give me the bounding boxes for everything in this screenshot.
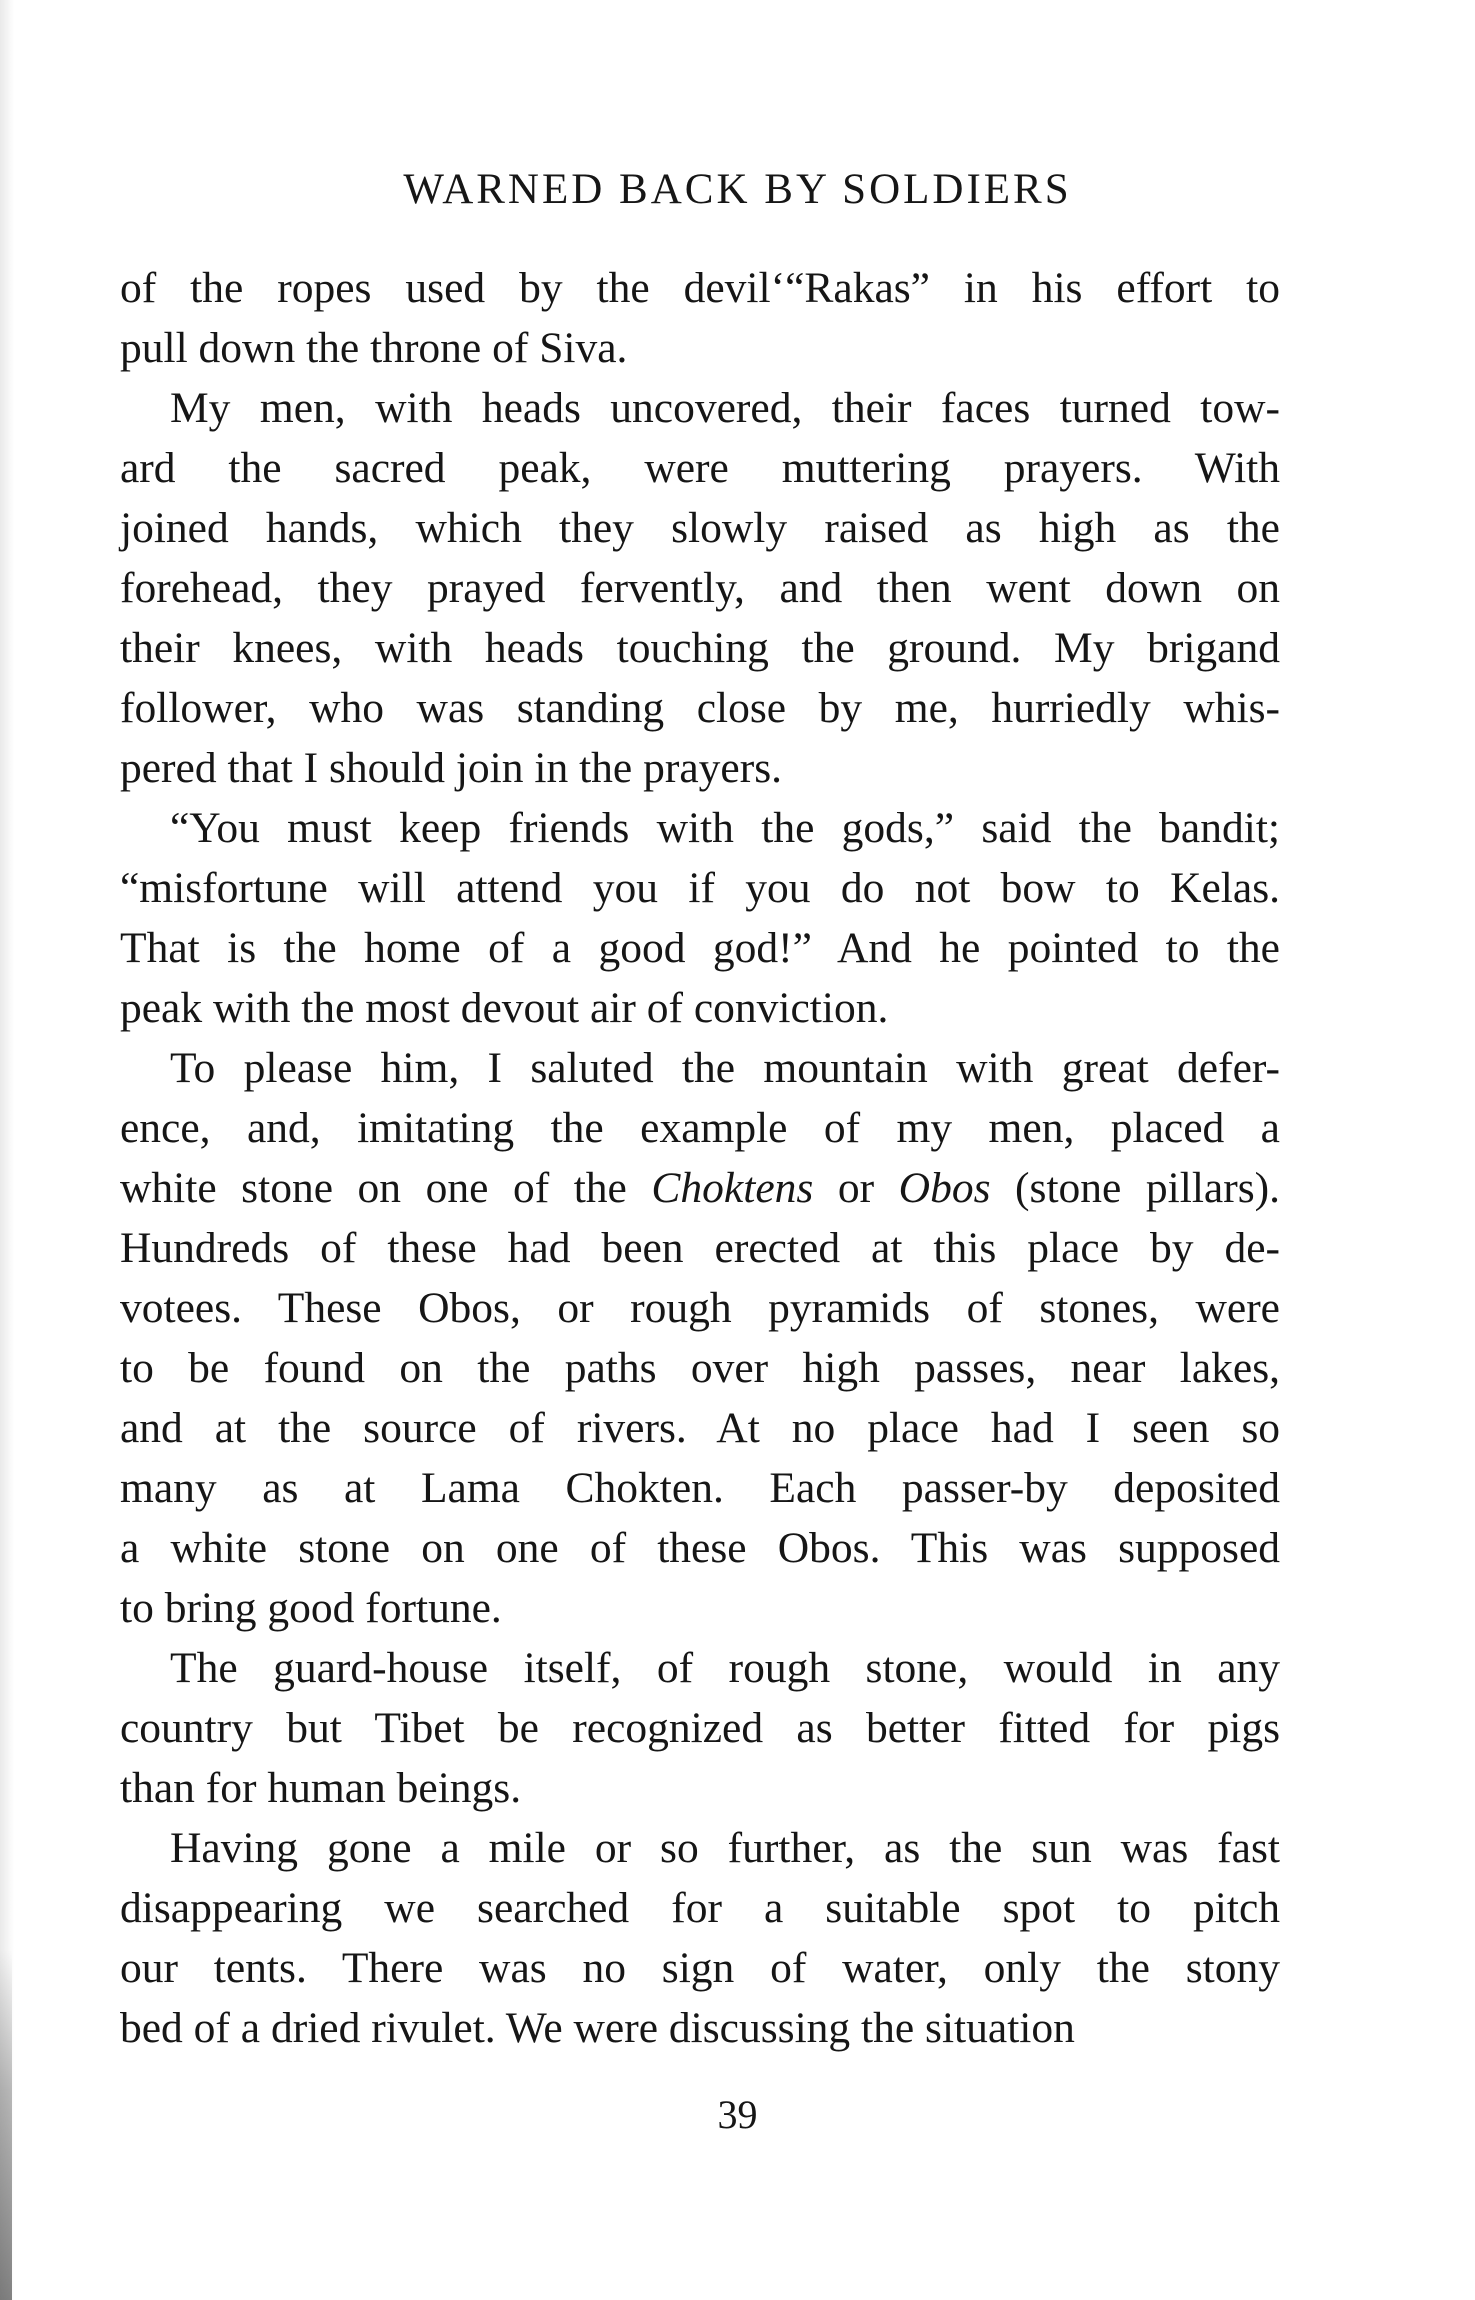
- text-line: our tents. There was no sign of water, only the stony: [120, 1944, 1280, 1992]
- text-line: joined hands, which they slowly raised as high as the: [120, 504, 1280, 552]
- text-line: “misfortune will attend you if you do not bow to Kelas.: [120, 864, 1280, 912]
- text-line: follower, who was standing close by me, hurriedly whis-: [120, 684, 1280, 732]
- paragraph: [120, 798, 1280, 1038]
- text-line: Having gone a mile or so further, as the sun was fast: [170, 1824, 1280, 1872]
- text-line: disappearing we searched for a suitable spot to pitch: [120, 1884, 1280, 1932]
- text-line: pered that I should join in the prayers.: [120, 744, 782, 792]
- body-text: [120, 258, 1280, 2058]
- text-line: pull down the throne of Siva.: [120, 324, 628, 372]
- running-head: WARNED BACK BY SOLDIERS: [403, 166, 1072, 213]
- text-line: than for human beings.: [120, 1764, 522, 1812]
- text-line: and at the source of rivers. At no place had I seen so: [120, 1404, 1280, 1452]
- text-line: To please him, I saluted the mountain with great defer-: [170, 1044, 1280, 1092]
- paragraph: [120, 258, 1280, 378]
- text-line: of the ropes used by the devil‘“Rakas” in his effort to: [120, 264, 1280, 312]
- text-line: many as at Lama Chokten. Each passer-by deposited: [120, 1464, 1280, 1512]
- text-line: their knees, with heads touching the ground. My brigand: [120, 624, 1280, 672]
- text-line: Hundreds of these had been erected at this place by de-: [120, 1224, 1280, 1272]
- paragraph: [120, 1038, 1280, 1638]
- text-line: My men, with heads uncovered, their faces turned tow-: [170, 384, 1280, 432]
- text-line: The guard-house itself, of rough stone, would in any: [170, 1644, 1280, 1692]
- text-line: “You must keep friends with the gods,” said the bandit;: [170, 804, 1280, 852]
- text-line: country but Tibet be recognized as better fitted for pigs: [120, 1704, 1280, 1752]
- page-number: 39: [717, 2092, 758, 2137]
- text-line: bed of a dried rivulet. We were discussing the situation: [120, 2004, 1075, 2052]
- text-line: white stone on one of the Choktens or Obos (stone pillars).: [120, 1164, 1280, 1212]
- text-line: peak with the most devout air of conviction.: [120, 984, 889, 1032]
- text-line: to be found on the paths over high passes, near lakes,: [120, 1344, 1280, 1392]
- text-line: votees. These Obos, or rough pyramids of stones, were: [120, 1284, 1280, 1332]
- paragraph: [120, 1638, 1280, 1818]
- text-line: ence, and, imitating the example of my men, placed a: [120, 1104, 1280, 1152]
- text-line: to bring good fortune.: [120, 1584, 502, 1632]
- text-line: a white stone on one of these Obos. This was supposed: [120, 1524, 1280, 1572]
- paragraph: [120, 1818, 1280, 2058]
- paragraph: [120, 378, 1280, 798]
- text-line: forehead, they prayed fervently, and then went down on: [120, 564, 1280, 612]
- text-line: That is the home of a good god!” And he pointed to the: [120, 924, 1280, 972]
- text-line: ard the sacred peak, were muttering prayers. With: [120, 444, 1280, 492]
